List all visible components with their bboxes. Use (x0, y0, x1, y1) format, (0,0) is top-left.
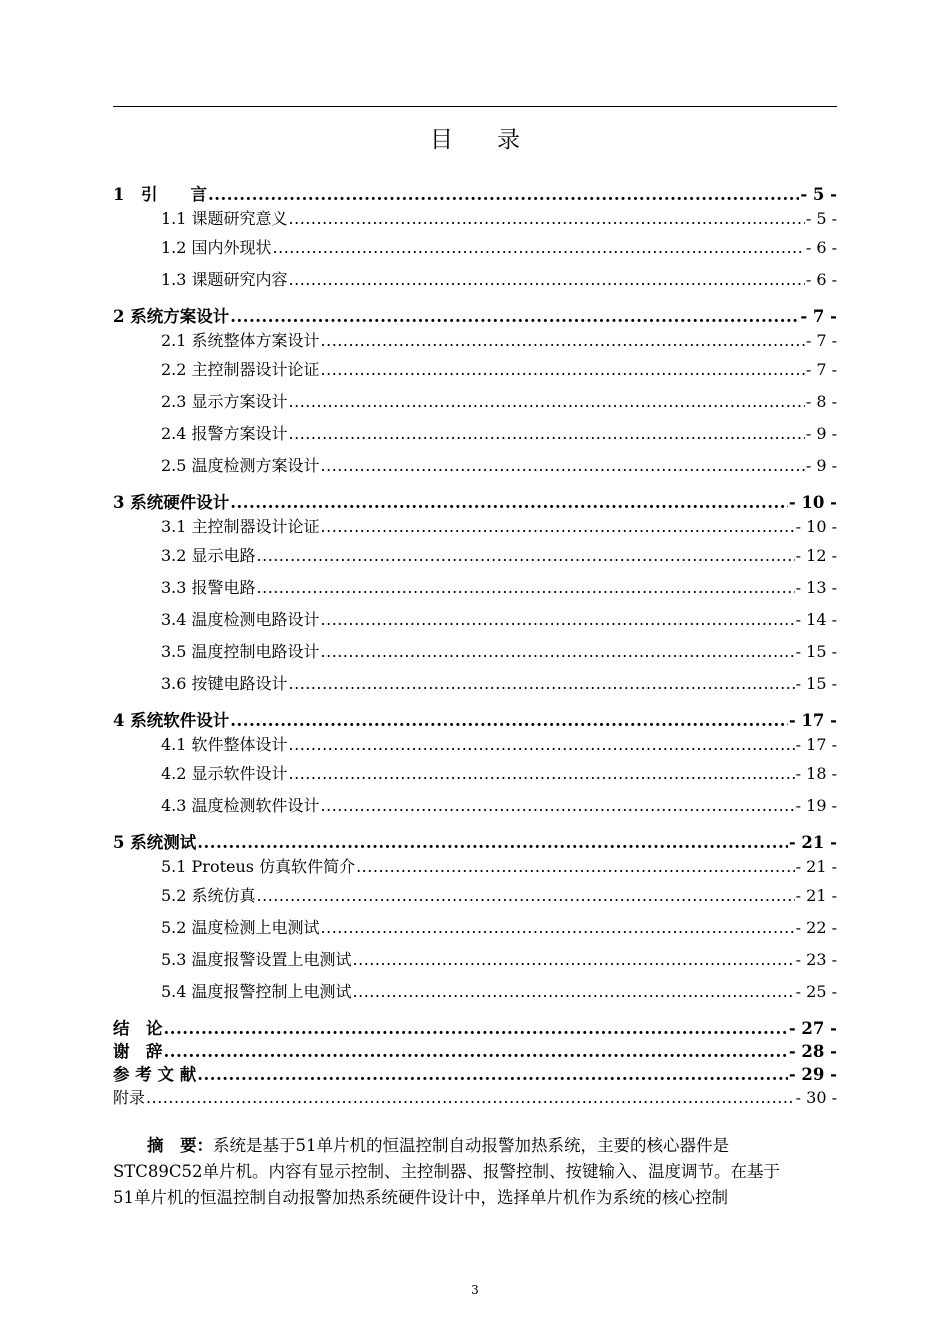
toc-subsection-entry[interactable] (113, 514, 837, 540)
toc-subsection-entry[interactable] (113, 732, 837, 758)
abstract-line-3: 51单片机的恒温控制自动报警加热系统硬件设计中，选择单片机作为系统的核心控制 (113, 1188, 728, 1207)
dot-leader (289, 264, 805, 296)
toc-entry-title: 2 系统方案设计 (113, 307, 230, 326)
toc-subsection-entry[interactable] (113, 418, 837, 450)
abstract-line-2: STC89C52单片机。内容有显示控制、主控制器、报警控制、按键输入、温度调节。在基于 (113, 1162, 781, 1181)
toc-section-entry[interactable] (113, 1063, 837, 1086)
toc-subsection-entry[interactable] (113, 636, 837, 668)
toc-entry-page: - 13 - (795, 578, 837, 597)
toc-subsection-entry[interactable] (113, 206, 837, 232)
dot-leader (289, 386, 805, 418)
toc-section-entry[interactable] (113, 709, 837, 732)
toc-subsection-entry[interactable] (113, 264, 837, 296)
toc-entry-title: 5.2 系统仿真 (161, 886, 256, 905)
toc-entry-page: - 27 - (788, 1019, 837, 1038)
dot-leader (289, 758, 795, 790)
toc-section-entry[interactable] (113, 1017, 837, 1040)
dot-leader (289, 418, 805, 450)
toc-entry-title: 结 论 (113, 1019, 163, 1038)
toc-entry-title: 3.5 温度控制电路设计 (161, 642, 320, 661)
dot-leader (353, 944, 795, 976)
toc-subsection-entry[interactable] (113, 944, 837, 976)
toc-entry-page: - 6 - (805, 238, 837, 257)
toc-entry-page: - 15 - (795, 674, 837, 693)
dot-leader (321, 604, 795, 636)
abstract-text-1: 系统是基于51单片机的恒温控制自动报警加热系统，主要的核心器件是 (213, 1136, 729, 1155)
dot-leader (356, 854, 795, 880)
dot-leader (257, 572, 795, 604)
toc-entry-page: - 10 - (795, 517, 837, 536)
toc-entry-title: 附录 (113, 1088, 146, 1107)
abstract (113, 1133, 837, 1211)
toc-entry-page: - 8 - (805, 392, 837, 411)
dot-leader (257, 880, 795, 912)
toc-subsection-entry[interactable] (113, 880, 837, 912)
toc-entry-title: 2.5 温度检测方案设计 (161, 456, 320, 475)
dot-leader (289, 732, 795, 758)
dot-leader (208, 183, 799, 206)
toc-entry-page: - 23 - (795, 950, 837, 969)
toc-title-char-2: 录 (497, 127, 520, 153)
dot-leader (321, 912, 795, 944)
toc-entry-page: - 30 - (795, 1088, 837, 1107)
dot-leader (197, 831, 788, 854)
toc-entry-title: 参 考 文 献 (113, 1065, 197, 1084)
toc-entry-page: - 7 - (805, 360, 837, 379)
toc-subsection-entry[interactable] (113, 668, 837, 700)
dot-leader (321, 328, 805, 354)
dot-leader (321, 354, 805, 386)
toc-entry-title: 3.3 报警电路 (161, 578, 256, 597)
dot-leader (289, 206, 805, 232)
toc-entry-page: - 14 - (795, 610, 837, 629)
abstract-label: 摘 要： (147, 1136, 213, 1155)
toc-entry-page: - 12 - (795, 546, 837, 565)
toc-entry-page: - 6 - (805, 270, 837, 289)
toc-entry-title: 谢 辞 (113, 1042, 163, 1061)
toc-entry-title: 1.2 国内外现状 (161, 238, 272, 257)
toc-section-entry[interactable] (113, 1086, 837, 1109)
toc-entry-page: - 7 - (800, 307, 837, 326)
toc-entry-title: 4.1 软件整体设计 (161, 735, 288, 754)
toc-entry-page: - 25 - (795, 982, 837, 1001)
dot-leader (321, 790, 795, 822)
toc-subsection-entry[interactable] (113, 854, 837, 880)
toc-entry-page: - 7 - (805, 331, 837, 350)
dot-leader (230, 709, 788, 732)
toc-entry-page: - 19 - (795, 796, 837, 815)
abstract-line-1 (113, 1133, 837, 1159)
toc-entry-page: - 28 - (788, 1042, 837, 1061)
toc-section-entry[interactable] (113, 1040, 837, 1063)
dot-leader (197, 1063, 788, 1086)
toc-entry-page: - 21 - (795, 886, 837, 905)
toc-entry-title: 4 系统软件设计 (113, 711, 230, 730)
dot-leader (321, 636, 795, 668)
dot-leader (353, 976, 795, 1008)
toc-entry-page: - 21 - (795, 857, 837, 876)
toc-entry-page: - 17 - (788, 711, 837, 730)
toc-entry-page: - 10 - (788, 493, 837, 512)
toc-entry-title: 5.2 温度检测上电测试 (161, 918, 320, 937)
toc-entry-title: 3 系统硬件设计 (113, 493, 230, 512)
toc-entry-title: 5.1 Proteus 仿真软件简介 (161, 857, 356, 876)
toc-section-entry[interactable] (113, 305, 837, 328)
toc-entry-title: 2.3 显示方案设计 (161, 392, 288, 411)
toc-entry-title: 3.6 按键电路设计 (161, 674, 288, 693)
toc-subsection-entry[interactable] (113, 354, 837, 386)
toc-entry-title: 5 系统测试 (113, 833, 197, 852)
page-number: 3 (471, 1283, 479, 1297)
toc-entry-page: - 9 - (805, 424, 837, 443)
dot-leader (321, 514, 795, 540)
toc-entry-title: 4.2 显示软件设计 (161, 764, 288, 783)
toc-entry-page: - 29 - (788, 1065, 837, 1084)
dot-leader (230, 491, 788, 514)
dot-leader (230, 305, 799, 328)
toc-subsection-entry[interactable] (113, 976, 837, 1008)
toc-subsection-entry[interactable] (113, 386, 837, 418)
toc-subsection-entry[interactable] (113, 328, 837, 354)
dot-leader (164, 1017, 788, 1040)
toc-subsection-entry[interactable] (113, 450, 837, 482)
toc-entry-page: - 15 - (795, 642, 837, 661)
toc-entry-page: - 9 - (805, 456, 837, 475)
toc-subsection-entry[interactable] (113, 572, 837, 604)
toc-subsection-entry[interactable] (113, 912, 837, 944)
toc-entry-title: 1.1 课题研究意义 (161, 209, 288, 228)
toc-subsection-entry[interactable] (113, 232, 837, 264)
toc-entry-title: 1.3 课题研究内容 (161, 270, 288, 289)
toc-entry-title: 3.4 温度检测电路设计 (161, 610, 320, 629)
dot-leader (257, 540, 795, 572)
dot-leader (146, 1086, 795, 1109)
toc-entry-page: - 21 - (788, 833, 837, 852)
toc-entry-page: - 5 - (800, 185, 837, 204)
toc-entry-page: - 18 - (795, 764, 837, 783)
toc-entry-title: 1 引 言 (113, 185, 207, 204)
table-of-contents (113, 183, 837, 1109)
toc-entry-title: 3.1 主控制器设计论证 (161, 517, 320, 536)
dot-leader (164, 1040, 788, 1063)
toc-entry-title: 2.4 报警方案设计 (161, 424, 288, 443)
toc-title (0, 121, 950, 154)
toc-title-char-1: 目 (430, 127, 453, 153)
toc-entry-title: 4.3 温度检测软件设计 (161, 796, 320, 815)
toc-entry-title: 2.1 系统整体方案设计 (161, 331, 320, 350)
dot-leader (289, 668, 795, 700)
toc-entry-page: - 17 - (795, 735, 837, 754)
toc-subsection-entry[interactable] (113, 758, 837, 790)
toc-entry-title: 5.4 温度报警控制上电测试 (161, 982, 352, 1001)
toc-entry-title: 5.3 温度报警设置上电测试 (161, 950, 352, 969)
dot-leader (273, 232, 805, 264)
toc-section-entry[interactable] (113, 183, 837, 206)
toc-section-entry[interactable] (113, 831, 837, 854)
toc-entry-title: 3.2 显示电路 (161, 546, 256, 565)
toc-subsection-entry[interactable] (113, 604, 837, 636)
toc-entry-page: - 5 - (805, 209, 837, 228)
toc-section-entry[interactable] (113, 491, 837, 514)
toc-entry-page: - 22 - (795, 918, 837, 937)
header-rule (113, 106, 837, 107)
dot-leader (321, 450, 805, 482)
toc-entry-title: 2.2 主控制器设计论证 (161, 360, 320, 379)
toc-subsection-entry[interactable] (113, 790, 837, 822)
toc-subsection-entry[interactable] (113, 540, 837, 572)
